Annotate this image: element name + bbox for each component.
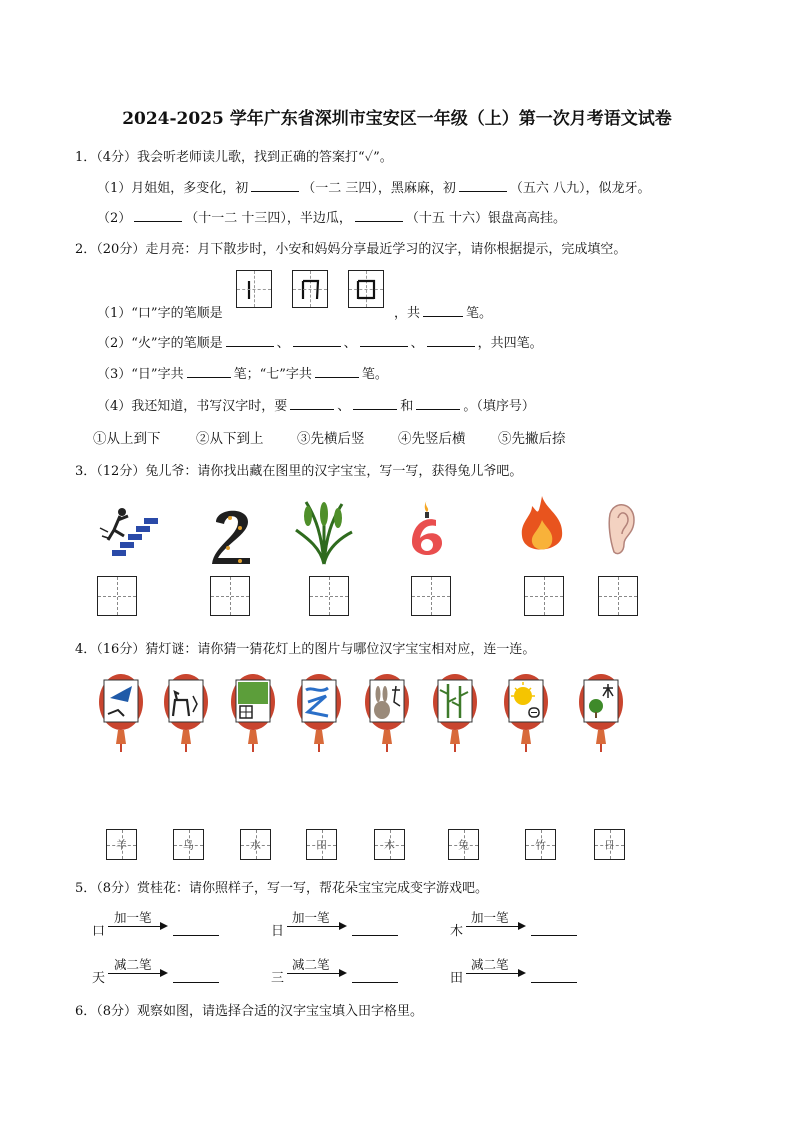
ear-icon <box>606 500 636 556</box>
answer-blank[interactable] <box>355 208 403 222</box>
option-2: ②从下到上 <box>196 431 264 447</box>
lantern-rabbit-icon[interactable] <box>364 672 410 754</box>
base-character: 田 <box>450 971 464 986</box>
arrow-head-icon <box>518 969 526 977</box>
stroke-step-1-icon <box>237 271 271 307</box>
q2-sub-3-tail: 笔。 <box>361 367 388 382</box>
answer-blank[interactable] <box>173 922 219 936</box>
q1-line1-suffix: （五六 八九），似龙牙。 <box>509 181 651 196</box>
page-title: 2024-2025 学年广东省深圳市宝安区一年级（上）第一次月考语文试卷 <box>122 109 672 129</box>
character-box-ri[interactable] <box>594 829 625 860</box>
q2-sub-1-label: （1）“口”字的笔顺是 <box>97 306 223 321</box>
arrow-icon <box>108 926 160 927</box>
character-box-tu[interactable] <box>448 829 479 860</box>
character-label: 日 <box>604 838 615 852</box>
answer-blank[interactable] <box>251 178 299 192</box>
character-box-mu[interactable] <box>374 829 405 860</box>
lantern-field-icon[interactable] <box>230 672 276 754</box>
base-character: 天 <box>92 971 106 986</box>
separator: 、 <box>410 336 424 351</box>
answer-blank[interactable] <box>423 303 463 317</box>
option-4: ④先竖后横 <box>398 431 466 447</box>
arrow-head-icon <box>339 922 347 930</box>
answer-blank[interactable] <box>352 969 398 983</box>
answer-blank[interactable] <box>226 333 274 347</box>
character-box-zhu[interactable] <box>525 829 556 860</box>
q2-sub-3-middle: 笔；“七”字共 <box>233 367 312 382</box>
operation-label: 加一笔 <box>114 910 152 925</box>
grass-icon <box>294 496 354 566</box>
tian-grid-box[interactable] <box>210 576 250 616</box>
question-4-heading: 4．（16分）猜灯谜：请你猜一猜花灯上的图片与哪位汉字宝宝相对应，连一连。 <box>75 642 536 657</box>
stroke-order-box-3 <box>348 270 384 308</box>
character-box-yang[interactable] <box>106 829 137 860</box>
tian-grid-box[interactable] <box>524 576 564 616</box>
q1-line1-middle: （一二 三四），黑麻麻，初 <box>302 181 456 196</box>
answer-blank[interactable] <box>293 333 341 347</box>
answer-blank[interactable] <box>459 178 507 192</box>
answer-blank[interactable] <box>352 922 398 936</box>
question-5-heading: 5．（8分）赏桂花：请你照样子，写一写，帮花朵宝宝完成变字游戏吧。 <box>75 881 489 896</box>
q2-sub-4-label: （4）我还知道，书写汉字时，要 <box>97 399 288 414</box>
arrow-head-icon <box>160 969 168 977</box>
arrow-icon <box>287 926 339 927</box>
character-box-tian[interactable] <box>306 829 337 860</box>
candle-six-icon <box>406 498 448 564</box>
q1-line2-suffix: （十五 十六）银盘高高挂。 <box>405 211 567 226</box>
q2-sub-1-tail <box>394 302 492 321</box>
lantern-water-icon[interactable] <box>296 672 342 754</box>
question-2-heading: 2．（20分）走月亮：月下散步时，小安和妈妈分享最近学习的汉字，请你根据提示，完成填空。 <box>75 242 627 257</box>
question-6-heading: 6．（8分）观察如图，请选择合适的汉字宝宝填入田字格里。 <box>75 1004 424 1019</box>
character-label: 鸟 <box>183 838 194 852</box>
number-two-icon <box>210 504 256 566</box>
option-5: ⑤先撇后捺 <box>498 431 566 447</box>
answer-blank[interactable] <box>134 208 182 222</box>
question-1-line-2 <box>97 207 566 226</box>
stroke-step-3-icon <box>349 271 383 307</box>
answer-blank[interactable] <box>187 364 231 378</box>
question-3-heading: 3．（12分）兔儿爷：请你找出藏在图里的汉字宝宝，写一写，获得兔儿爷吧。 <box>75 464 523 479</box>
character-label: 羊 <box>116 838 127 852</box>
base-character: 木 <box>450 924 464 939</box>
question-1-line-1 <box>97 177 651 196</box>
q2-sub-1-count-label: ，共 <box>394 306 421 321</box>
character-label: 兔 <box>458 838 469 852</box>
stroke-step-2-icon <box>293 271 327 307</box>
answer-blank[interactable] <box>290 396 334 410</box>
answer-blank[interactable] <box>416 396 460 410</box>
q2-sub-1-unit: 笔。 <box>466 306 493 321</box>
character-label: 木 <box>384 838 395 852</box>
arrow-icon <box>466 926 518 927</box>
character-label: 田 <box>316 838 327 852</box>
answer-blank[interactable] <box>531 969 577 983</box>
character-box-niao[interactable] <box>173 829 204 860</box>
q2-sub-4 <box>97 395 535 414</box>
arrow-icon <box>466 973 518 974</box>
separator: 、 <box>337 399 351 414</box>
fire-icon <box>516 494 568 558</box>
base-character: 口 <box>92 924 106 939</box>
option-1: ①从上到下 <box>93 431 161 447</box>
arrow-head-icon <box>160 922 168 930</box>
character-label: 水 <box>250 838 261 852</box>
tian-grid-box[interactable] <box>411 576 451 616</box>
base-character: 日 <box>271 924 285 939</box>
operation-label: 加一笔 <box>471 910 509 925</box>
answer-blank[interactable] <box>531 922 577 936</box>
q2-sub-3-label: （3）“日”字共 <box>97 367 184 382</box>
lantern-sheep-icon[interactable] <box>163 672 209 754</box>
option-3: ③先横后竖 <box>297 431 365 447</box>
separator: 、 <box>276 336 290 351</box>
lantern-bamboo-icon[interactable] <box>432 672 478 754</box>
operation-label: 加一笔 <box>292 910 330 925</box>
q2-sub-4-tail: 。（填序号） <box>463 399 535 414</box>
q2-sub-2 <box>97 332 543 351</box>
q1-line2-prefix: （2） <box>97 211 132 226</box>
operation-label: 减二笔 <box>292 957 330 972</box>
character-label: 竹 <box>535 838 546 852</box>
tian-grid-box[interactable] <box>598 576 638 616</box>
question-1-heading: 1．（4分）我会听老师读儿歌，找到正确的答案打“✓”。 <box>75 150 393 165</box>
q2-sub-2-label: （2）“火”字的笔顺是 <box>97 336 223 351</box>
operation-label: 减二笔 <box>114 957 152 972</box>
arrow-icon <box>108 973 160 974</box>
q1-line1-prefix: （1）月姐姐，多变化，初 <box>97 181 249 196</box>
lantern-sun-icon[interactable] <box>503 672 549 754</box>
answer-blank[interactable] <box>427 333 475 347</box>
stroke-order-box-1 <box>236 270 272 308</box>
q2-sub-3 <box>97 363 388 382</box>
tian-grid-box[interactable] <box>97 576 137 616</box>
tian-grid-box[interactable] <box>309 576 349 616</box>
arrow-head-icon <box>339 969 347 977</box>
lantern-tree-icon[interactable] <box>578 672 624 754</box>
conjunction: 和 <box>400 399 414 414</box>
arrow-icon <box>287 973 339 974</box>
answer-blank[interactable] <box>353 396 397 410</box>
stroke-order-box-2 <box>292 270 328 308</box>
arrow-head-icon <box>518 922 526 930</box>
operation-label: 减二笔 <box>471 957 509 972</box>
separator: 、 <box>343 336 357 351</box>
base-character: 三 <box>271 971 285 986</box>
stairs-icon <box>98 500 166 564</box>
lantern-bird-icon[interactable] <box>98 672 144 754</box>
answer-blank[interactable] <box>173 969 219 983</box>
answer-blank[interactable] <box>315 364 359 378</box>
character-box-shui[interactable] <box>240 829 271 860</box>
answer-blank[interactable] <box>360 333 408 347</box>
q2-sub-2-tail: ，共四笔。 <box>477 336 543 351</box>
q1-line2-middle: （十一二 十三四），半边瓜， <box>185 211 352 226</box>
